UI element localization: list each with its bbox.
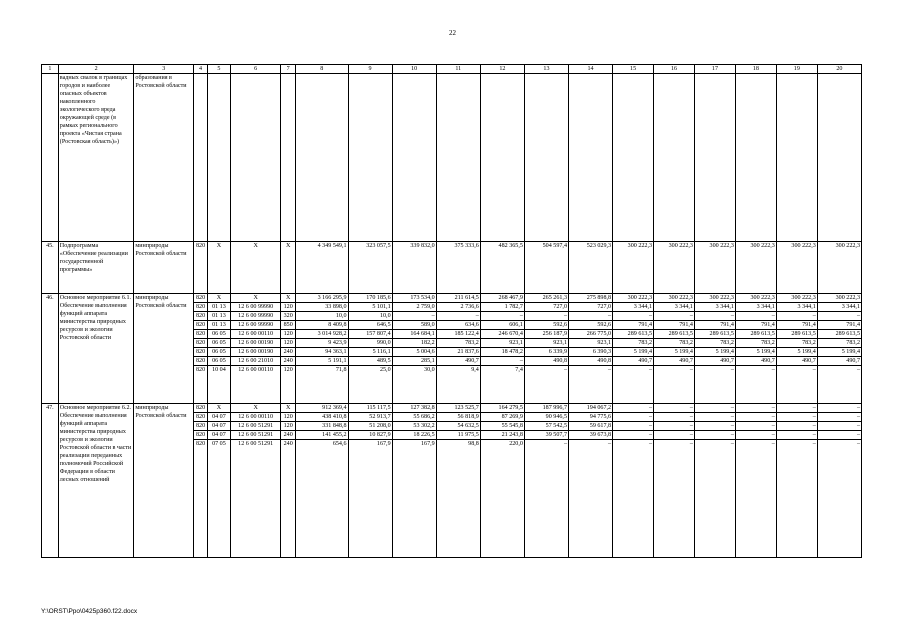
amount-cell: – xyxy=(654,404,695,413)
amount-cell: 482 365,5 xyxy=(480,242,524,294)
rzpr-cell: 01 13 xyxy=(207,303,230,312)
vr-cell: 120 xyxy=(281,413,296,422)
header-row xyxy=(42,65,862,74)
amount-cell: 5 199,4 xyxy=(817,348,861,357)
amount-cell: 289 613,5 xyxy=(654,330,695,339)
amount-cell: 170 185,6 xyxy=(348,294,392,303)
grbs-cell: 820 xyxy=(194,366,208,404)
column-header-13: 13 xyxy=(524,65,568,74)
amount-cell: 10 827,9 xyxy=(348,431,392,440)
amount-cell: 21 243,8 xyxy=(480,431,524,440)
amount-cell: 55 686,2 xyxy=(392,413,436,422)
amount-cell: 10,0 xyxy=(348,312,392,321)
amount-cell: 990,0 xyxy=(348,339,392,348)
amount-cell: 923,1 xyxy=(569,339,613,348)
grbs-cell: 820 xyxy=(194,357,208,366)
csr-cell: 12 6 00 00110 xyxy=(230,330,280,339)
amount-cell: 59 617,8 xyxy=(569,422,613,431)
table-row-45 xyxy=(42,242,862,294)
amount-cell: – xyxy=(735,312,776,321)
vr-cell: 850 xyxy=(281,321,296,330)
amount-cell: – xyxy=(694,422,735,431)
amount-cell: 123 525,7 xyxy=(436,404,480,413)
amount-cell: 285,1 xyxy=(392,357,436,366)
amount-cell: – xyxy=(776,404,817,413)
csr-cell: 12 6 00 00190 xyxy=(230,339,280,348)
csr-cell: 12 6 00 51291 xyxy=(230,440,280,558)
amount-cell: 3 166 295,9 xyxy=(296,294,348,303)
row-number-cell: 46. xyxy=(42,294,59,404)
amount-cell: – xyxy=(436,312,480,321)
amount-cell: – xyxy=(776,312,817,321)
amount-cell: 18 226,5 xyxy=(392,431,436,440)
amount-cell: 490,7 xyxy=(776,357,817,366)
column-header-7: 7 xyxy=(281,65,296,74)
amount-cell: 504 597,4 xyxy=(524,242,568,294)
amount-cell: – xyxy=(654,440,695,558)
amount-cell: 490,7 xyxy=(613,357,654,366)
rzpr-cell: 06 05 xyxy=(207,357,230,366)
amount-cell: 3 344,1 xyxy=(776,303,817,312)
amount-cell: 275 898,8 xyxy=(569,294,613,303)
vr-cell: 120 xyxy=(281,339,296,348)
amount-cell: 300 222,3 xyxy=(654,294,695,303)
amount-cell: 167,9 xyxy=(348,440,392,558)
grbs-cell: 820 xyxy=(194,431,208,440)
amount-cell: 783,2 xyxy=(436,339,480,348)
csr-cell: 12 6 00 51291 xyxy=(230,431,280,440)
amount-cell: 5 004,6 xyxy=(392,348,436,357)
amount-cell: 90 946,5 xyxy=(524,413,568,422)
amount-cell: 300 222,3 xyxy=(694,242,735,294)
amount-cell: 490,7 xyxy=(735,357,776,366)
amount-cell: – xyxy=(613,413,654,422)
vr-cell: X xyxy=(281,294,296,303)
amount-cell: – xyxy=(735,422,776,431)
csr-cell: 12 6 00 99990 xyxy=(230,321,280,330)
amount-cell: 490,8 xyxy=(569,357,613,366)
amount-cell: – xyxy=(524,440,568,558)
column-header-15: 15 xyxy=(613,65,654,74)
amount-cell: 2 736,6 xyxy=(436,303,480,312)
csr-cell: X xyxy=(230,242,280,294)
amount-cell: 6 390,3 xyxy=(569,348,613,357)
amount-cell: – xyxy=(654,422,695,431)
csr-cell: 12 6 00 99990 xyxy=(230,303,280,312)
csr-cell: 12 6 00 00110 xyxy=(230,413,280,422)
column-header-2: 2 xyxy=(58,65,134,74)
amount-cell: 5 199,4 xyxy=(776,348,817,357)
column-header-18: 18 xyxy=(735,65,776,74)
amount-cell: – xyxy=(613,312,654,321)
grbs-cell: 820 xyxy=(194,348,208,357)
column-header-12: 12 xyxy=(480,65,524,74)
amount-cell: – xyxy=(654,413,695,422)
amount-cell: – xyxy=(817,404,861,413)
grbs-cell: 820 xyxy=(194,413,208,422)
amount-cell: 115 117,5 xyxy=(348,404,392,413)
footer-file-path: Y:\ORST\Ppo\0425p360.f22.docx xyxy=(41,608,138,615)
row-executor-cell: минприроды Ростовской области xyxy=(134,294,194,404)
amount-cell: – xyxy=(613,440,654,558)
amount-cell: – xyxy=(480,357,524,366)
column-header-9: 9 xyxy=(348,65,392,74)
column-header-8: 8 xyxy=(296,65,348,74)
rzpr-cell: 04 07 xyxy=(207,422,230,431)
budget-table xyxy=(41,64,862,558)
amount-cell: – xyxy=(735,440,776,558)
amount-cell: 266 775,0 xyxy=(569,330,613,339)
amount-cell: 791,4 xyxy=(694,321,735,330)
amount-cell: 157 807,4 xyxy=(348,330,392,339)
amount-cell: 71,8 xyxy=(296,366,348,404)
amount-cell: – xyxy=(694,366,735,404)
amount-cell: 289 613,5 xyxy=(694,330,735,339)
amount-cell: 5 101,1 xyxy=(348,303,392,312)
column-header-17: 17 xyxy=(694,65,735,74)
csr-cell: 12 6 00 51291 xyxy=(230,422,280,431)
amount-cell: – xyxy=(776,413,817,422)
amount-cell: 3 344,1 xyxy=(817,303,861,312)
amount-cell: 3 344,1 xyxy=(613,303,654,312)
amount-cell: 246 670,4 xyxy=(480,330,524,339)
amount-cell: 589,0 xyxy=(392,321,436,330)
amount-cell: – xyxy=(694,431,735,440)
amount-cell: 783,2 xyxy=(817,339,861,348)
amount-cell: 923,1 xyxy=(524,339,568,348)
amount-cell: 33 898,0 xyxy=(296,303,348,312)
amount-cell: 783,2 xyxy=(654,339,695,348)
amount-cell: – xyxy=(735,431,776,440)
amount-cell: 53 302,2 xyxy=(392,422,436,431)
amount-cell: 3 344,1 xyxy=(654,303,695,312)
column-header-10: 10 xyxy=(392,65,436,74)
amount-cell: 30,0 xyxy=(392,366,436,404)
vr-cell: X xyxy=(281,404,296,413)
rzpr-cell: X xyxy=(207,404,230,413)
amount-cell: 87 269,9 xyxy=(480,413,524,422)
amount-cell: 11 975,5 xyxy=(436,431,480,440)
amount-cell: 646,5 xyxy=(348,321,392,330)
amount-cell: 592,6 xyxy=(524,321,568,330)
amount-cell: – xyxy=(569,312,613,321)
amount-cell: 265 261,3 xyxy=(524,294,568,303)
amount-cell: 211 614,5 xyxy=(436,294,480,303)
amount-cell: – xyxy=(480,312,524,321)
amount-cell: 300 222,3 xyxy=(654,242,695,294)
row-number-cell: 47. xyxy=(42,404,59,558)
csr-cell: X xyxy=(230,294,280,303)
amount-cell: 5 199,4 xyxy=(613,348,654,357)
amount-cell: – xyxy=(392,312,436,321)
column-header-19: 19 xyxy=(776,65,817,74)
amount-cell: – xyxy=(613,422,654,431)
amount-cell: 300 222,3 xyxy=(735,242,776,294)
vr-cell: 240 xyxy=(281,431,296,440)
amount-cell: – xyxy=(524,366,568,404)
rzpr-cell: 04 07 xyxy=(207,413,230,422)
amount-cell: 10,0 xyxy=(296,312,348,321)
amount-cell: 39 507,7 xyxy=(524,431,568,440)
vr-cell: 120 xyxy=(281,366,296,404)
rzpr-cell: 01 13 xyxy=(207,312,230,321)
column-header-5: 5 xyxy=(207,65,230,74)
amount-cell: 490,7 xyxy=(694,357,735,366)
amount-cell: 127 382,8 xyxy=(392,404,436,413)
amount-cell: 923,1 xyxy=(480,339,524,348)
grbs-cell: 820 xyxy=(194,321,208,330)
amount-cell: – xyxy=(694,404,735,413)
column-header-20: 20 xyxy=(817,65,861,74)
rzpr-cell: 06 05 xyxy=(207,348,230,357)
amount-cell: 4 349 549,1 xyxy=(296,242,348,294)
amount-cell: 167,9 xyxy=(392,440,436,558)
amount-cell: – xyxy=(735,413,776,422)
grbs-cell: 820 xyxy=(194,339,208,348)
grbs-cell: 820 xyxy=(194,312,208,321)
amount-cell: – xyxy=(694,440,735,558)
rzpr-cell: 04 07 xyxy=(207,431,230,440)
amount-cell: 289 613,5 xyxy=(817,330,861,339)
rzpr-cell: 06 05 xyxy=(207,330,230,339)
amount-cell: – xyxy=(569,440,613,558)
row-name-cell: Основное мероприятие 6.1. Обеспечение выполнения функций аппарата министерства природных ресурсов и экологии Ростовской области xyxy=(58,294,134,404)
amount-cell: 606,1 xyxy=(480,321,524,330)
amount-cell: 727,0 xyxy=(524,303,568,312)
amount-cell: 5 199,4 xyxy=(735,348,776,357)
csr-cell: 12 6 00 21010 xyxy=(230,357,280,366)
grbs-cell: 820 xyxy=(194,294,208,303)
row-name-cell: Подпрограмма «Обеспечение реализации государственной программы» xyxy=(58,242,134,294)
budget-table-container xyxy=(41,64,862,558)
grbs-cell: 820 xyxy=(194,404,208,413)
row-name-cell: Основное мероприятие 6.2. Обеспечение выполнения функций аппарата министерства природных ресурсов и экологии Ростовской области в части реализации переданных полномочий Российской Федерации в области лесных отношений xyxy=(58,404,134,558)
row-executor-cell: образования в Ростовской области xyxy=(134,74,194,242)
rzpr-cell: 06 05 xyxy=(207,339,230,348)
amount-cell: 791,4 xyxy=(735,321,776,330)
amount-cell: 185 122,4 xyxy=(436,330,480,339)
vr-cell: X xyxy=(281,242,296,294)
amount-cell: 490,8 xyxy=(524,357,568,366)
amount-cell: 791,4 xyxy=(776,321,817,330)
amount-cell: – xyxy=(817,422,861,431)
rzpr-cell: X xyxy=(207,294,230,303)
amount-cell: 25,0 xyxy=(348,366,392,404)
vr-cell: 120 xyxy=(281,303,296,312)
amount-cell: 5 199,4 xyxy=(694,348,735,357)
amount-cell: 268 467,9 xyxy=(480,294,524,303)
amount-cell: 98,8 xyxy=(436,440,480,558)
row-executor-cell: минприроды Ростовской области xyxy=(134,242,194,294)
amount-cell: 5 199,4 xyxy=(654,348,695,357)
amount-cell: – xyxy=(613,431,654,440)
amount-cell: 57 542,5 xyxy=(524,422,568,431)
amount-cell: – xyxy=(776,440,817,558)
grbs-cell: 820 xyxy=(194,242,208,294)
page-number: 22 xyxy=(449,29,456,37)
amount-cell: 783,2 xyxy=(776,339,817,348)
amount-cell: 592,6 xyxy=(569,321,613,330)
amount-cell: 5 116,1 xyxy=(348,348,392,357)
amount-cell: – xyxy=(654,366,695,404)
amount-cell: 375 333,6 xyxy=(436,242,480,294)
amount-cell: 8 409,8 xyxy=(296,321,348,330)
amount-cell: 173 534,0 xyxy=(392,294,436,303)
amount-cell: 654,6 xyxy=(296,440,348,558)
amount-cell: 300 222,3 xyxy=(735,294,776,303)
amount-cell: 3 344,1 xyxy=(694,303,735,312)
row-name-cell: вадных свалок в границах городов и наиболее опасных объектов накопленного экологического вреда окружающей среде (в рамках регионального проекта «Чистая страна (Ростовская область)») xyxy=(58,74,134,242)
amount-cell: 300 222,3 xyxy=(776,294,817,303)
csr-cell: 12 6 00 00190 xyxy=(230,348,280,357)
amount-cell: 791,4 xyxy=(817,321,861,330)
amount-cell: 300 222,3 xyxy=(817,242,861,294)
amount-cell: 300 222,3 xyxy=(613,294,654,303)
column-header-3: 3 xyxy=(134,65,194,74)
amount-cell: 256 187,9 xyxy=(524,330,568,339)
column-header-1: 1 xyxy=(42,65,59,74)
amount-cell: – xyxy=(613,404,654,413)
amount-cell: 6 339,9 xyxy=(524,348,568,357)
amount-cell: 490,7 xyxy=(817,357,861,366)
amount-cell: – xyxy=(817,366,861,404)
vr-cell: 240 xyxy=(281,357,296,366)
amount-cell: 51 208,0 xyxy=(348,422,392,431)
vr-cell: 320 xyxy=(281,312,296,321)
amount-cell: – xyxy=(524,312,568,321)
amount-cell: 783,2 xyxy=(613,339,654,348)
grbs-cell: 820 xyxy=(194,330,208,339)
amount-cell: 220,0 xyxy=(480,440,524,558)
amount-cell: 1 782,7 xyxy=(480,303,524,312)
amount-cell: – xyxy=(569,366,613,404)
amount-cell: – xyxy=(735,404,776,413)
grbs-cell: 820 xyxy=(194,422,208,431)
amount-cell: 187 996,7 xyxy=(524,404,568,413)
amount-cell: 5 191,1 xyxy=(296,357,348,366)
amount-cell: 9,4 xyxy=(436,366,480,404)
amount-cell: 791,4 xyxy=(613,321,654,330)
row-number-cell: 45. xyxy=(42,242,59,294)
column-header-14: 14 xyxy=(569,65,613,74)
amount-cell: 289 613,5 xyxy=(776,330,817,339)
amount-cell: 54 632,5 xyxy=(436,422,480,431)
csr-cell: X xyxy=(230,404,280,413)
amount-cell: 164 279,5 xyxy=(480,404,524,413)
column-header-16: 16 xyxy=(654,65,695,74)
amount-cell: 194 067,2 xyxy=(569,404,613,413)
table-row-47-line xyxy=(42,404,862,413)
vr-cell: 240 xyxy=(281,348,296,357)
amount-cell: 94 775,6 xyxy=(569,413,613,422)
amount-cell: – xyxy=(817,431,861,440)
amount-cell: 300 222,3 xyxy=(817,294,861,303)
amount-cell: 331 848,8 xyxy=(296,422,348,431)
rzpr-cell: X xyxy=(207,242,230,294)
amount-cell: 56 818,9 xyxy=(436,413,480,422)
row-number-cell xyxy=(42,74,59,242)
amount-cell: – xyxy=(694,312,735,321)
amount-cell: 21 837,6 xyxy=(436,348,480,357)
vr-cell: 240 xyxy=(281,440,296,558)
amount-cell: 94 363,1 xyxy=(296,348,348,357)
amount-cell: 52 913,7 xyxy=(348,413,392,422)
amount-cell: 3 344,1 xyxy=(735,303,776,312)
amount-cell: 523 029,3 xyxy=(569,242,613,294)
column-header-11: 11 xyxy=(436,65,480,74)
amount-cell: – xyxy=(776,422,817,431)
amount-cell: 39 673,8 xyxy=(569,431,613,440)
amount-cell: 783,2 xyxy=(735,339,776,348)
rzpr-cell: 01 13 xyxy=(207,321,230,330)
table-row-46-line xyxy=(42,294,862,303)
amount-cell: 182,2 xyxy=(392,339,436,348)
table-row-continuation xyxy=(42,74,862,242)
amount-cell: 300 222,3 xyxy=(776,242,817,294)
amount-cell: 339 832,0 xyxy=(392,242,436,294)
grbs-cell: 820 xyxy=(194,440,208,558)
amount-cell: 55 545,8 xyxy=(480,422,524,431)
amount-cell: 289 613,5 xyxy=(735,330,776,339)
amount-cell: 300 222,3 xyxy=(694,294,735,303)
amount-cell: 18 478,2 xyxy=(480,348,524,357)
amount-cell: – xyxy=(817,312,861,321)
amount-cell: 783,2 xyxy=(694,339,735,348)
amount-cell: 490,7 xyxy=(436,357,480,366)
amount-cell: – xyxy=(817,440,861,558)
amount-cell: 490,7 xyxy=(654,357,695,366)
amount-cell: 2 759,0 xyxy=(392,303,436,312)
grbs-cell: 820 xyxy=(194,303,208,312)
rzpr-cell: 10 04 xyxy=(207,366,230,404)
amount-cell: – xyxy=(776,431,817,440)
vr-cell: 120 xyxy=(281,330,296,339)
amount-cell: 300 222,3 xyxy=(613,242,654,294)
amount-cell: 3 014 928,2 xyxy=(296,330,348,339)
amount-cell: 912 369,4 xyxy=(296,404,348,413)
amount-cell: 438 410,8 xyxy=(296,413,348,422)
amount-cell: 727,0 xyxy=(569,303,613,312)
amount-cell: – xyxy=(694,413,735,422)
csr-cell: 12 6 00 00110 xyxy=(230,366,280,404)
amount-cell: – xyxy=(654,312,695,321)
amount-cell: – xyxy=(613,366,654,404)
amount-cell: – xyxy=(654,431,695,440)
amount-cell: 489,5 xyxy=(348,357,392,366)
amount-cell: 289 613,5 xyxy=(613,330,654,339)
amount-cell: – xyxy=(735,366,776,404)
amount-cell: 323 057,5 xyxy=(348,242,392,294)
amount-cell: 9 423,9 xyxy=(296,339,348,348)
amount-cell: 791,4 xyxy=(654,321,695,330)
amount-cell: 141 455,2 xyxy=(296,431,348,440)
amount-cell: – xyxy=(776,366,817,404)
row-executor-cell: минприроды Ростовской области xyxy=(134,404,194,558)
amount-cell: 634,6 xyxy=(436,321,480,330)
amount-cell: 164 684,1 xyxy=(392,330,436,339)
column-header-6: 6 xyxy=(230,65,280,74)
rzpr-cell: 07 05 xyxy=(207,440,230,558)
amount-cell: 7,4 xyxy=(480,366,524,404)
column-header-4: 4 xyxy=(194,65,208,74)
amount-cell: – xyxy=(817,413,861,422)
csr-cell: 12 6 00 99990 xyxy=(230,312,280,321)
vr-cell: 120 xyxy=(281,422,296,431)
